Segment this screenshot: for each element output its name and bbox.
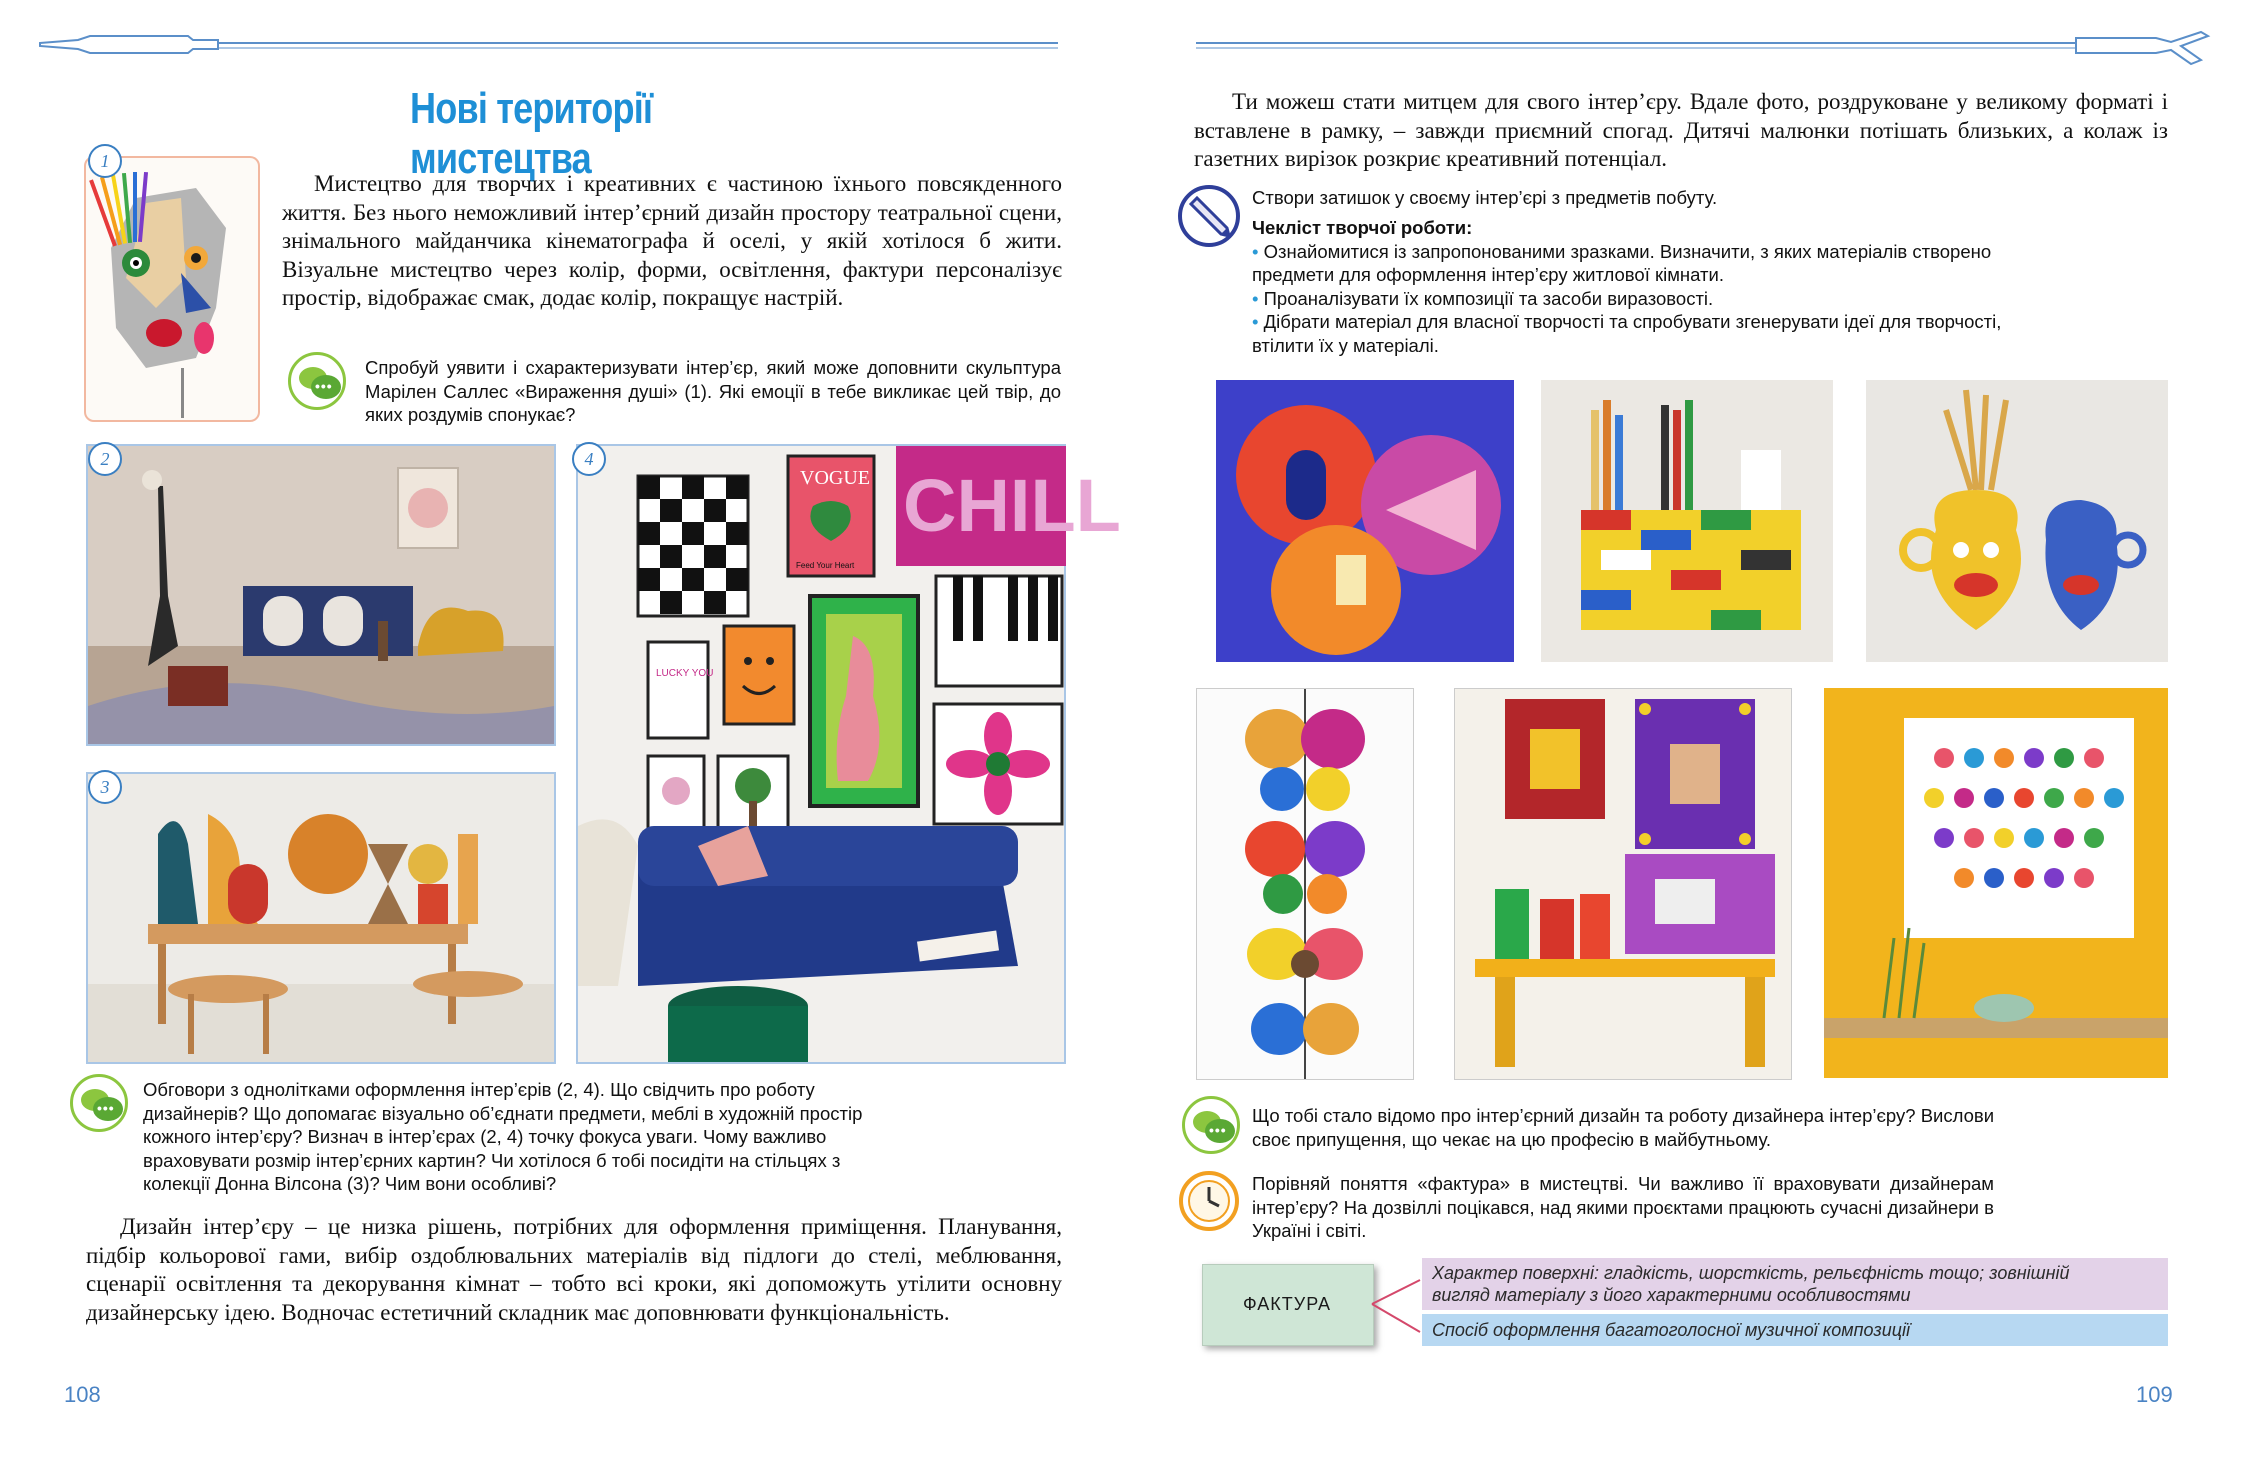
checklist-title: Чекліст творчої роботи:: [1252, 217, 1473, 238]
checklist-item: • Проаналізувати їх композиції та засоби виразовості.: [1252, 287, 1714, 309]
page-number-left: 108: [64, 1382, 101, 1407]
figure-label-3: 3: [88, 770, 122, 804]
page-number-right: 109: [2136, 1382, 2173, 1407]
right-header-ornament: [1196, 30, 2211, 70]
definition-2-text: Спосіб оформлення багатоголосної музичної композиції: [1432, 1320, 1911, 1340]
left-header-ornament: [38, 30, 1060, 60]
clock-icon: [1178, 1170, 1240, 1232]
chat-icon: •••: [1182, 1096, 1240, 1154]
photo-painted-vases: [1866, 380, 2168, 662]
photo-decorated-frames: [1454, 688, 1792, 1080]
left-closing-paragraph: Дизайн інтер’єру – це низка рішень, потрібних для оформлення приміщення. Планування, підбір кольорової гами, вибір оздоблювальних матеріалів від підлоги до стелі, меблювання, сценарії освітлення та декорування кімнат – тобто всі кроки, які допоможуть утілити основну дизайнерську ідею. Водночас естетичний складник має доповнювати функціональність.: [86, 1214, 1062, 1325]
chat-icon: •••: [288, 352, 346, 410]
term-connectors: [1372, 1262, 1422, 1346]
checklist: [1252, 216, 2002, 357]
figure-3-chairs: [86, 772, 556, 1064]
left-intro-paragraph: Мистецтво для творчих і креативних є частиною їхнього повсякденного життя. Без нього неможливий інтер’єрний дизайн простору театральної сцени, знімального майданчика кінематографа й оселі, у якій хотілося б жити. Візуальне мистецтво через колір, форми, освітлення, фактури персоналізує простір, відображає смак, додає колір, покращує настрій.: [282, 171, 1062, 310]
checklist-item: • Ознайомитися із запропонованими зразками. Визначити, з яких матеріалів створено предмети для оформлення інтер’єру житлової кімнати.: [1252, 240, 1992, 285]
term-label: ФАКТУРА: [1242, 1294, 1332, 1314]
poster-vogue-text: VOGUE: [800, 467, 870, 489]
definition-1-text: Характер поверхні: гладкість, шорсткість, рельєфність тощо; зовнішній вигляд матеріалу з його характерними особливостями: [1432, 1263, 2070, 1305]
figure-1-sculpture: [84, 156, 260, 422]
page-title: Нові території мистецтва: [410, 84, 653, 183]
poster-chill-text: CHILL: [903, 464, 1121, 547]
figure-label-1: 1: [88, 144, 122, 178]
photo-butterfly-garland: [1196, 688, 1414, 1080]
prompt-sculpture: Спробуй уявити і схарактеризувати інтер’єр, який може доповнити скульптура Марілен Саллес «Вираження душі» (1). Які емоції в тебе викликає цей твір, до яких роздумів спонукає?: [365, 357, 1061, 425]
chat-icon: •••: [70, 1074, 128, 1132]
checklist-item: • Дібрати матеріал для власної творчості та спробувати згенерувати ідеї для творчості, втілити їх у матеріалі.: [1252, 311, 2002, 356]
figure-2-interior: [86, 444, 556, 746]
photo-painted-plates: [1216, 380, 1514, 662]
poster-lucky-text: LUCKY YOU: [656, 668, 714, 679]
pencil-icon: [1177, 184, 1241, 248]
photo-paper-butterflies: [1824, 688, 2168, 1078]
question-text: Що тобі стало відомо про інтер’єрний дизайн та роботу дизайнера інтер’єру? Вислови своє припущення, що чекає на цю професію в майбутньому.: [1252, 1105, 1995, 1150]
poster-feed-text: Feed Your Heart: [796, 561, 855, 570]
compare-text: Порівняй поняття «фактура» в мистецтві. Чи важливо її враховувати дизайнерам інтер’єру? На дозвіллі поцікався, над якими проєктами працюють сучасні дизайнери в Україні і світі.: [1252, 1173, 1994, 1241]
task-text: Створи затишок у своєму інтер’єрі з предметів побуту.: [1252, 187, 1718, 208]
right-intro-paragraph: Ти можеш стати митцем для свого інтер’єру. Вдале фото, роздруковане у великому форматі і вставлене в рамку, – завжди приємний спогад. Дитячі малюнки потішать близьких, а колаж із газетних вирізок розкриє креативний потенціал.: [1194, 89, 2168, 171]
photo-lego-pencil-holder: [1541, 380, 1833, 662]
figure-label-4: 4: [572, 442, 606, 476]
figure-label-2: 2: [88, 442, 122, 476]
prompt-discuss-interiors: Обговори з однолітками оформлення інтер’єрів (2, 4). Що свідчить про роботу дизайнерів? Що допомагає візуально об’єднати предмети, меблі в художній простір кожного інтер’єру? Визнач в інтер’єрах (2, 4) точку фокуса уваги. Чому важливо враховувати розмір інтер’єрних картин? Чи хотілося б тобі посидіти на стільцях з колекції Донна Вілсона (3)? Чим вони особливі?: [143, 1079, 863, 1194]
figure-4-gallery-wall: [576, 444, 1121, 1064]
